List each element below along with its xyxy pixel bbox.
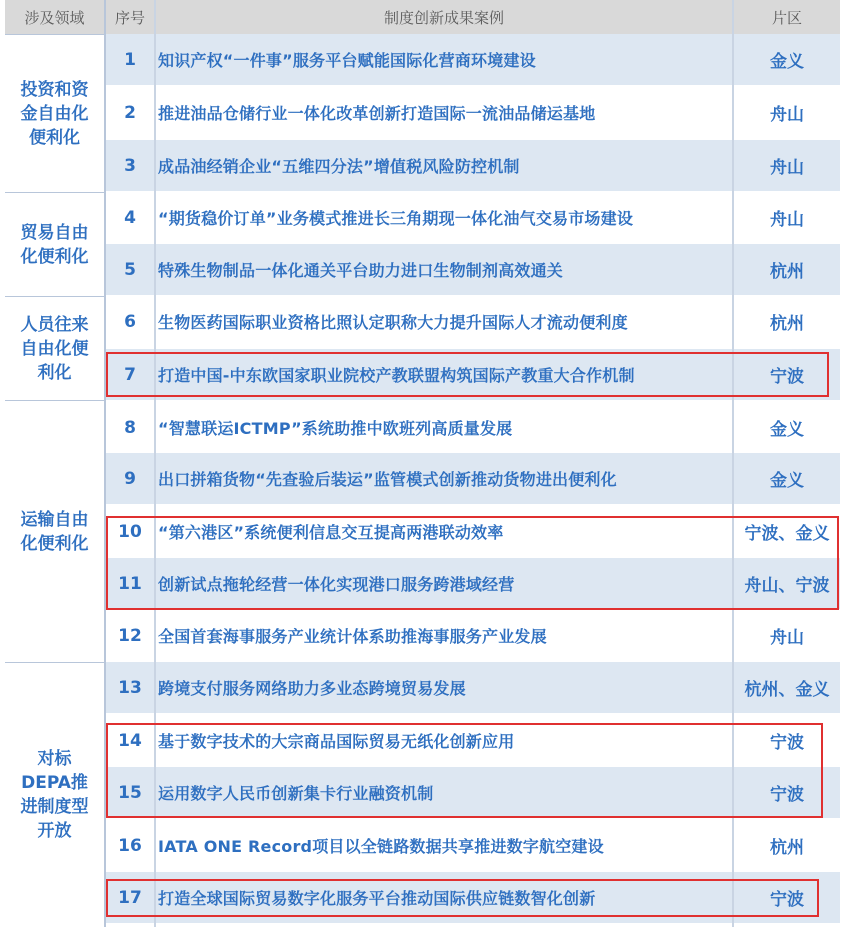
row-number: 6 xyxy=(124,311,136,332)
highlight-box-row-7 xyxy=(106,352,829,397)
row-number: 7 xyxy=(124,364,136,385)
row-area: 舟山 xyxy=(770,628,804,648)
table-row xyxy=(106,453,840,504)
row-area: 杭州 xyxy=(770,262,804,282)
row-area: 杭州 xyxy=(770,838,804,858)
row-area: 舟山 xyxy=(770,210,804,230)
group-label: 投资和资金自由化便利化 xyxy=(20,79,89,148)
row-area: 金义 xyxy=(770,471,804,491)
table-row xyxy=(106,192,840,243)
row-number: 5 xyxy=(124,259,136,280)
row-area: 金义 xyxy=(770,420,804,440)
group-trade xyxy=(5,192,104,296)
row-area: 杭州、金义 xyxy=(744,680,830,700)
row-title: 生物医药国际职业资格比照认定职称大力提升国际人才流动便利度 xyxy=(158,313,628,332)
row-area: 宁波 xyxy=(770,890,804,910)
row-title: “智慧联运ICTMP”系统助推中欧班列高质量发展 xyxy=(158,419,513,438)
row-area: 宁波、金义 xyxy=(744,524,830,544)
row-area: 宁波 xyxy=(770,733,804,753)
row-number: 17 xyxy=(118,887,142,908)
highlight-box-row-17 xyxy=(106,879,819,917)
row-title: 基于数字技术的大宗商品国际贸易无纸化创新应用 xyxy=(158,732,515,751)
row-title: 打造中国-中东欧国家职业院校产教联盟构筑国际产教重大合作机制 xyxy=(158,366,635,385)
row-title: 创新试点拖轮经营一体化实现港口服务跨港域经营 xyxy=(158,575,515,594)
header-case: 制度创新成果案例 xyxy=(156,0,732,34)
row-area: 舟山 xyxy=(770,158,804,178)
row-number: 14 xyxy=(118,730,142,751)
table-row xyxy=(106,34,840,85)
row-title: 成品油经销企业“五维四分法”增值税风险防控机制 xyxy=(158,157,520,176)
table-row xyxy=(106,140,840,191)
row-number: 3 xyxy=(124,155,136,176)
row-area: 舟山 xyxy=(770,105,804,125)
row-area: 宁波 xyxy=(770,367,804,387)
row-title: “期货稳价订单”业务模式推进长三角期现一体化油气交易市场建设 xyxy=(158,209,634,228)
row-number: 8 xyxy=(124,417,136,438)
row-number: 11 xyxy=(118,573,142,594)
row-number: 13 xyxy=(118,677,142,698)
row-area: 舟山、宁波 xyxy=(744,576,830,596)
row-title: 打造全球国际贸易数字化服务平台推动国际供应链数智化创新 xyxy=(158,889,596,908)
row-area: 宁波 xyxy=(770,785,804,805)
row-number: 4 xyxy=(124,207,136,228)
row-title: IATA ONE Record项目以全链路数据共享推进数字航空建设 xyxy=(158,837,604,856)
row-number: 16 xyxy=(118,835,142,856)
group-label: 运输自由化便利化 xyxy=(20,509,89,554)
group-investment xyxy=(5,34,104,192)
table-row xyxy=(106,610,840,661)
row-number: 10 xyxy=(118,521,142,542)
header-domain: 涉及领域 xyxy=(5,0,104,34)
row-area: 金义 xyxy=(770,52,804,72)
group-depa xyxy=(5,662,104,927)
table-row xyxy=(106,662,840,713)
header-number: 序号 xyxy=(106,0,154,34)
table-row xyxy=(106,244,840,295)
table-row xyxy=(106,820,840,871)
row-number: 15 xyxy=(118,782,142,803)
group-label: 人员往来自由化便利化 xyxy=(20,314,89,383)
row-title: 运用数字人民币创新集卡行业融资机制 xyxy=(158,784,434,803)
row-number: 9 xyxy=(124,468,136,489)
row-title: 出口拼箱货物“先查验后装运”监管模式创新推动货物进出便利化 xyxy=(158,470,617,489)
row-title: “第六港区”系统便利信息交互提高两港联动效率 xyxy=(158,523,504,542)
header-area: 片区 xyxy=(734,0,840,34)
row-title: 推进油品仓储行业一体化改革创新打造国际一流油品储运基地 xyxy=(158,104,596,123)
row-number: 12 xyxy=(118,625,142,646)
highlight-box-rows-14-15 xyxy=(106,723,823,818)
row-number: 1 xyxy=(124,49,136,70)
row-title: 知识产权“一件事”服务平台赋能国际化营商环境建设 xyxy=(158,51,536,70)
table-row xyxy=(106,296,840,347)
row-title: 特殊生物制品一体化通关平台助力进口生物制剂高效通关 xyxy=(158,261,564,280)
row-area: 杭州 xyxy=(770,314,804,334)
group-transport xyxy=(5,400,104,662)
row-title: 全国首套海事服务产业统计体系助推海事服务产业发展 xyxy=(158,627,547,646)
row-number: 2 xyxy=(124,102,136,123)
group-personnel xyxy=(5,296,104,400)
group-label: 贸易自由化便利化 xyxy=(20,222,89,267)
table-row xyxy=(106,402,840,453)
row-title: 跨境支付服务网络助力多业态跨境贸易发展 xyxy=(158,679,466,698)
highlight-box-rows-10-11 xyxy=(106,516,839,610)
group-label: 对标DEPA推进制度型开放 xyxy=(20,749,89,841)
table-row xyxy=(106,87,840,138)
